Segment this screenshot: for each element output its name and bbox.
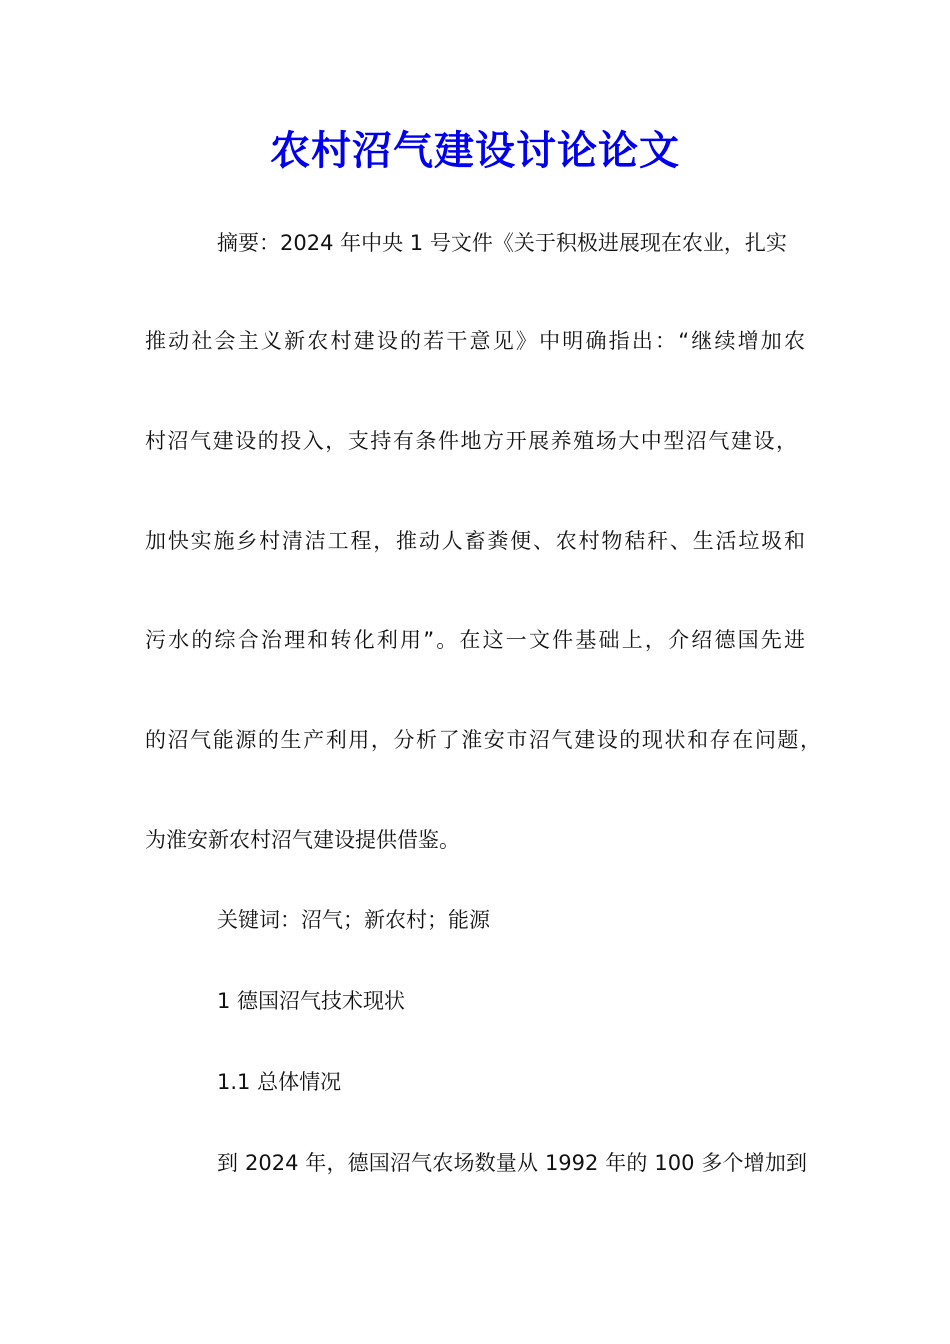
document-title: 农村沼气建设讨论论文: [270, 127, 680, 174]
abstract-line-5: 污水的综合治理和转化利用”。在这一文件基础上，介绍德国先进: [145, 628, 805, 652]
abstract-line-2: 推动社会主义新农村建设的若干意见》中明确指出：“继续增加农: [145, 329, 805, 353]
subsection-heading: 1.1 总体情况: [217, 1070, 342, 1094]
abstract-line-7: 为淮安新农村沼气建设提供借鉴。: [145, 828, 460, 852]
abstract-line-4: 加快实施乡村清洁工程，推动人畜粪便、农村物秸秆、生活垃圾和: [145, 529, 805, 553]
section-heading: 1 德国沼气技术现状: [217, 989, 406, 1013]
abstract-line-3: 村沼气建设的投入，支持有条件地方开展养殖场大中型沼气建设，: [145, 429, 797, 453]
abstract-line-6: 的沼气能源的生产利用，分析了淮安市沼气建设的现状和存在问题，: [145, 728, 821, 752]
keywords: 关键词：沼气；新农村；能源: [217, 908, 490, 932]
abstract-line-1: 摘要：2024 年中央 1 号文件《关于积极进展现在农业，扎实: [217, 231, 787, 255]
paragraph-line-1: 到 2024 年，德国沼气农场数量从 1992 年的 100 多个增加到: [217, 1151, 807, 1175]
